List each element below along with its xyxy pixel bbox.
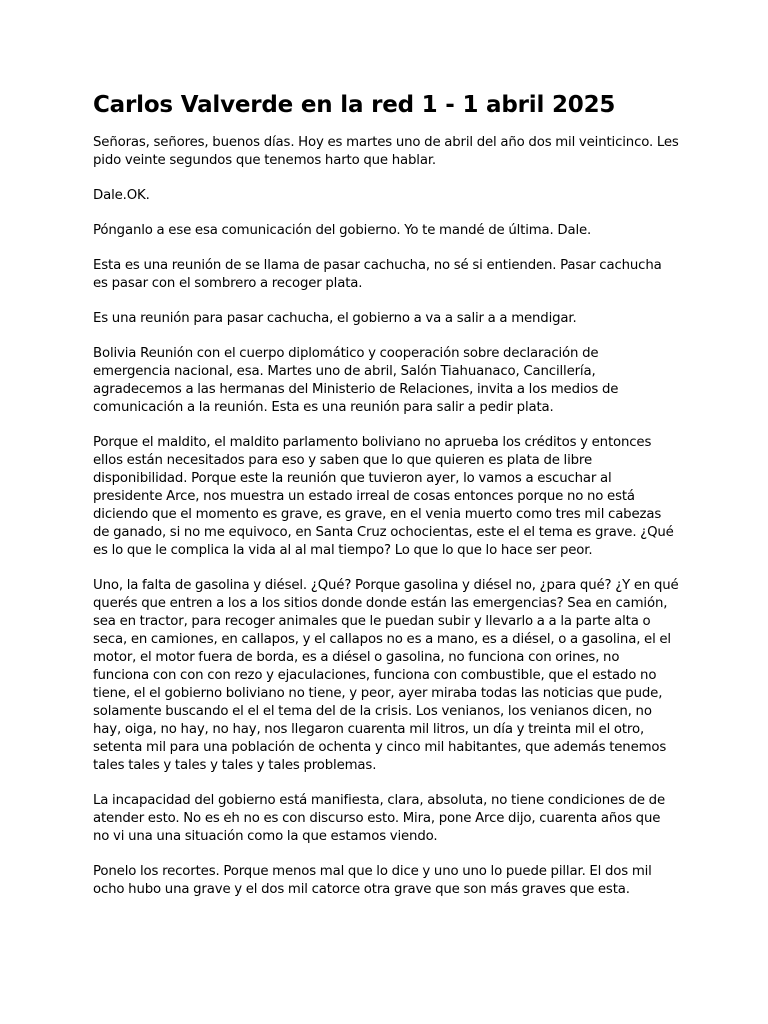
paragraph: Bolivia Reunión con el cuerpo diplomático y cooperación sobre declaración de emergencia nacional, esa. Martes uno de abril, Salón Tiahuanaco, Cancillería, agradecemos a las hermanas del Ministerio de Relaciones, invita a los medios de comunicación a la reunión. Esta es una reunión para salir a pedir plata.	[93, 346, 619, 415]
document-title: Carlos Valverde en la red 1 - 1 abril 2025	[93, 92, 616, 118]
paragraph: Porque el maldito, el maldito parlamento boliviano no aprueba los créditos y entonces ellos están necesitados para eso y saben que lo que quieren es plata de libre disponibilidad. Porque este la reunión que tuvieron ayer, lo vamos a escuchar al presidente Arce, nos muestra un estado irreal de cosas entonces porque no no está diciendo que el momento es grave, es grave, en el venia muerto como tres mil cabezas de ganado, si no me equivoco, en Santa Cruz ochocientas, este el el tema es grave. ¿Qué es lo que le complica la vida al al mal tiempo? Lo que lo que lo hace ser peor.	[93, 435, 674, 558]
paragraph: Dale.OK.	[93, 188, 150, 203]
paragraph: Pónganlo a ese esa comunicación del gobierno. Yo te mandé de última. Dale.	[93, 223, 592, 238]
paragraph: La incapacidad del gobierno está manifiesta, clara, absoluta, no tiene condiciones de de atender esto. No es eh no es con discurso esto. Mira, pone Arce dijo, cuarenta años que no vi una una situación como la que estamos viendo.	[93, 793, 665, 844]
document-body	[93, 90, 679, 916]
paragraph: Señoras, señores, buenos días. Hoy es martes uno de abril del año dos mil veinticinco. Les pido veinte segundos que tenemos harto que hablar.	[93, 135, 679, 168]
paragraph: Ponelo los recortes. Porque menos mal que lo dice y uno uno lo puede pillar. El dos mil ocho hubo una grave y el dos mil catorce otra grave que son más graves que esta.	[93, 864, 652, 897]
paragraph: Es una reunión para pasar cachucha, el gobierno a va a salir a a mendigar.	[93, 311, 577, 326]
paragraph: Esta es una reunión de se llama de pasar cachucha, no sé si entienden. Pasar cachucha es pasar con el sombrero a recoger plata.	[93, 258, 662, 291]
paragraph: Uno, la falta de gasolina y diésel. ¿Qué? Porque gasolina y diésel no, ¿para qué? ¿Y en qué querés que entren a los a los sitios donde donde están las emergencias? Sea en camión, sea en tractor, para recoger animales que le puedan subir y llevarlo a a la parte alta o seca, en camiones, en callapos, y el callapos no es a mano, es a diésel, o a gasolina, el el motor, el motor fuera de borda, es a diésel o gasolina, no funciona con orines, no funciona con con con rezo y ejaculaciones, funciona con combustible, que el estado no tiene, el el gobierno boliviano no tiene, y peor, ayer miraba todas las noticias que pude, solamente buscando el el el tema del de la crisis. Los venianos, los venianos dicen, no hay, oiga, no hay, no hay, nos llegaron cuarenta mil litros, un día y treinta mil el otro, setenta mil para una población de ochenta y cinco mil habitantes, que además tenemos tales tales y tales y tales y tales problemas.	[93, 578, 679, 773]
